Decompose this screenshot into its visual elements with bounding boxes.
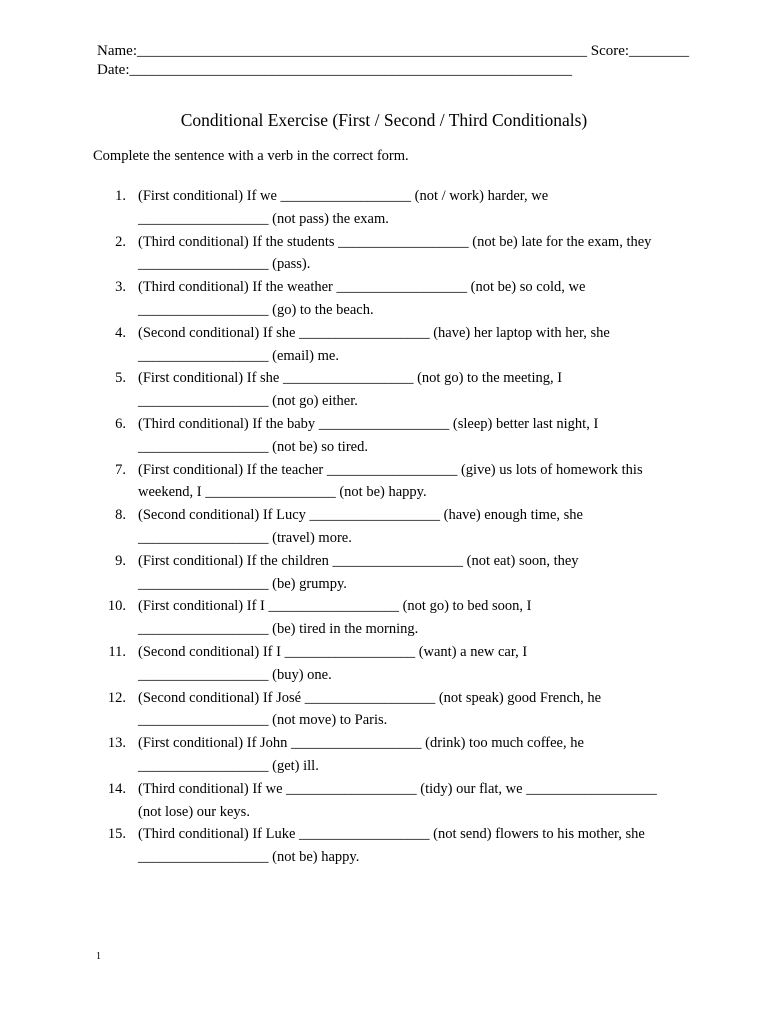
question-line-1: (Third conditional) If the baby __________________ (sleep) better last night, I (138, 415, 599, 432)
question-line-1: (First conditional) If the teacher __________________ (give) us lots of homework this (138, 461, 643, 478)
question-line-2: __________________ (not move) to Paris. (138, 712, 388, 729)
question-number: 3. (115, 279, 126, 296)
question-number: 10. (107, 598, 126, 615)
question-line-2: (not lose) our keys. (138, 803, 250, 820)
question-line-2: __________________ (not be) so tired. (138, 438, 368, 455)
question-item (0, 687, 768, 733)
question-line-2: __________________ (pass). (138, 256, 311, 273)
question-number: 6. (115, 415, 126, 432)
question-number: 15. (107, 826, 126, 843)
question-item (0, 367, 768, 413)
question-text (138, 550, 658, 596)
date-line: Date:___________________________________________________________ (97, 62, 572, 78)
instructions-text: Complete the sentence with a verb in the correct form. (93, 148, 409, 164)
question-item (0, 595, 768, 641)
question-text (138, 322, 658, 368)
question-line-1: (Second conditional) If I __________________ (want) a new car, I (138, 643, 528, 660)
question-line-1: (Third conditional) If we __________________ (tidy) our flat, we __________________ (138, 780, 657, 797)
question-number: 2. (115, 233, 126, 250)
question-line-2: __________________ (not go) either. (138, 393, 358, 410)
name-score-line: Name:____________________________________________________________ Score:________ (97, 43, 690, 59)
question-number: 12. (107, 689, 126, 706)
question-line-1: (Third conditional) If Luke __________________ (not send) flowers to his mother, she (138, 826, 645, 843)
question-number: 9. (115, 552, 126, 569)
question-line-2: __________________ (be) tired in the morning. (138, 621, 419, 638)
question-text (138, 459, 658, 505)
question-number: 11. (108, 643, 126, 660)
question-line-1: (Third conditional) If the students __________________ (not be) late for the exam, they (138, 233, 652, 250)
question-item (0, 322, 768, 368)
question-item (0, 504, 768, 550)
question-line-1: (First conditional) If the children __________________ (not eat) soon, they (138, 552, 579, 569)
question-text (138, 504, 658, 550)
question-item (0, 276, 768, 322)
question-text (138, 185, 658, 231)
question-number: 13. (107, 735, 126, 752)
question-line-1: (Second conditional) If Lucy __________________ (have) enough time, she (138, 507, 583, 524)
question-text (138, 687, 658, 733)
question-line-2: __________________ (email) me. (138, 347, 339, 364)
question-text (138, 595, 658, 641)
question-line-1: (First conditional) If she __________________ (not go) to the meeting, I (138, 370, 563, 387)
question-item (0, 641, 768, 687)
question-item (0, 732, 768, 778)
question-number: 1. (115, 188, 126, 204)
question-item (0, 550, 768, 596)
question-item (0, 231, 768, 277)
student-info-header (97, 42, 689, 80)
question-text (138, 778, 658, 824)
question-number: 4. (115, 324, 126, 341)
question-text (138, 413, 658, 459)
question-text (138, 231, 658, 277)
question-line-2: __________________ (be) grumpy. (138, 575, 347, 592)
question-number: 14. (107, 780, 126, 797)
question-number: 7. (115, 461, 126, 478)
question-text (138, 823, 658, 869)
question-line-1: (Third conditional) If the weather __________________ (not be) so cold, we (138, 279, 586, 296)
question-item (0, 778, 768, 824)
question-line-1: (Second conditional) If she __________________ (have) her laptop with her, she (138, 324, 610, 341)
question-line-2: __________________ (not be) happy. (138, 849, 360, 866)
question-item (0, 459, 768, 505)
question-line-2: __________________ (travel) more. (138, 529, 352, 546)
question-line-2: __________________ (get) ill. (138, 757, 319, 774)
question-list (0, 185, 768, 869)
question-line-1: (First conditional) If John __________________ (drink) too much coffee, he (138, 735, 584, 752)
page-title: Conditional Exercise (First / Second / Third Conditionals) (180, 110, 588, 130)
question-line-1: (Second conditional) If José __________________ (not speak) good French, he (138, 689, 602, 706)
question-line-2: __________________ (go) to the beach. (138, 301, 374, 318)
question-text (138, 367, 658, 413)
page-number: 1 (96, 951, 101, 962)
question-text (138, 641, 658, 687)
question-line-1: (First conditional) If I __________________ (not go) to bed soon, I (138, 598, 532, 615)
question-line-2: __________________ (not pass) the exam. (138, 210, 389, 227)
question-line-1: (First conditional) If we __________________ (not / work) harder, we (138, 188, 549, 204)
question-number: 8. (115, 507, 126, 524)
question-item (0, 185, 768, 231)
question-line-2: __________________ (buy) one. (138, 666, 332, 683)
question-item (0, 413, 768, 459)
question-item (0, 823, 768, 869)
question-line-2: weekend, I __________________ (not be) happy. (138, 484, 427, 501)
question-text (138, 276, 658, 322)
question-number: 5. (115, 370, 126, 387)
question-text (138, 732, 658, 778)
